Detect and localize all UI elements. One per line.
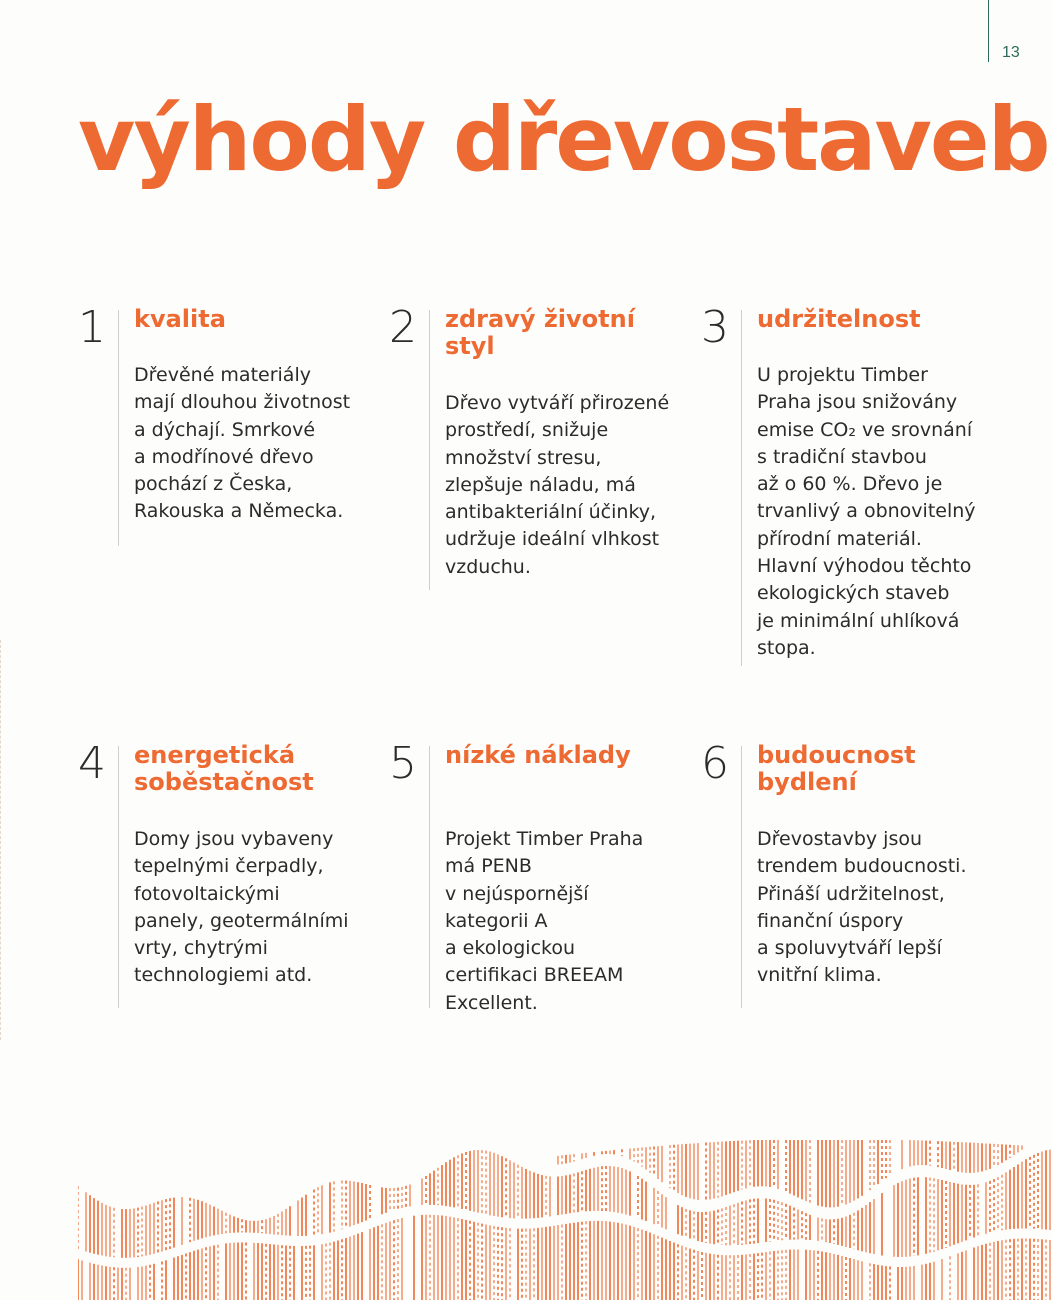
page-number: 13 [1002, 44, 1020, 61]
feature-divider [741, 310, 742, 666]
wood-grain-decoration [78, 1140, 1052, 1300]
feature-body: U projektu Timber Praha jsou snižovány emise CO₂ ve srovnání s tradiční stavbou až o 60 %. Dřevo je trvanlivý a obnovitelný přírodní materiál. Hlavní výhodou těchto ekologických staveb je minimální uhlíková stopa. [757, 364, 976, 659]
feature-heading: udržitelnost [757, 305, 921, 333]
feature-number: 6 [701, 738, 729, 789]
page-title: výhody dřevostaveb [78, 88, 1049, 191]
feature-divider [741, 746, 742, 1008]
feature-heading: zdravý životní styl [445, 305, 635, 360]
feature-number: 1 [78, 302, 106, 353]
feature-heading: kvalita [134, 305, 226, 333]
feature-number: 4 [78, 738, 106, 789]
feature-heading: budoucnost bydlení [757, 741, 916, 796]
feature-divider [429, 746, 430, 1008]
feature-number: 2 [389, 302, 417, 353]
feature-divider [429, 310, 430, 590]
page-marker-line [988, 0, 989, 62]
feature-number: 5 [389, 738, 417, 789]
feature-body: Projekt Timber Praha má PENB v nejúspornější kategorii A a ekologickou certifikaci BREEAM Excellent. [445, 828, 644, 1014]
page-edge-dashes [0, 640, 2, 1040]
feature-divider [118, 746, 119, 1008]
feature-number: 3 [701, 302, 729, 353]
feature-body: Dřevěné materiály mají dlouhou životnost a dýchají. Smrkové a modřínové dřevo pochází z Česka, Rakouska a Německa. [134, 364, 351, 523]
feature-body: Dřevostavby jsou trendem budoucnosti. Přináší udržitelnost, finanční úspory a spoluvytváří lepší vnitřní klima. [757, 828, 967, 987]
feature-heading: energetická soběstačnost [134, 741, 314, 796]
feature-body: Domy jsou vybaveny tepelnými čerpadly, fotovoltaickými panely, geotermálními vrty, chytrými technologiemi atd. [134, 828, 349, 987]
feature-heading: nízké náklady [445, 741, 631, 769]
feature-body: Dřevo vytváří přirozené prostředí, snižuje množství stresu, zlepšuje náladu, má antibakteriální účinky, udržuje ideální vlhkost vzduchu. [445, 392, 670, 578]
feature-divider [118, 310, 119, 546]
